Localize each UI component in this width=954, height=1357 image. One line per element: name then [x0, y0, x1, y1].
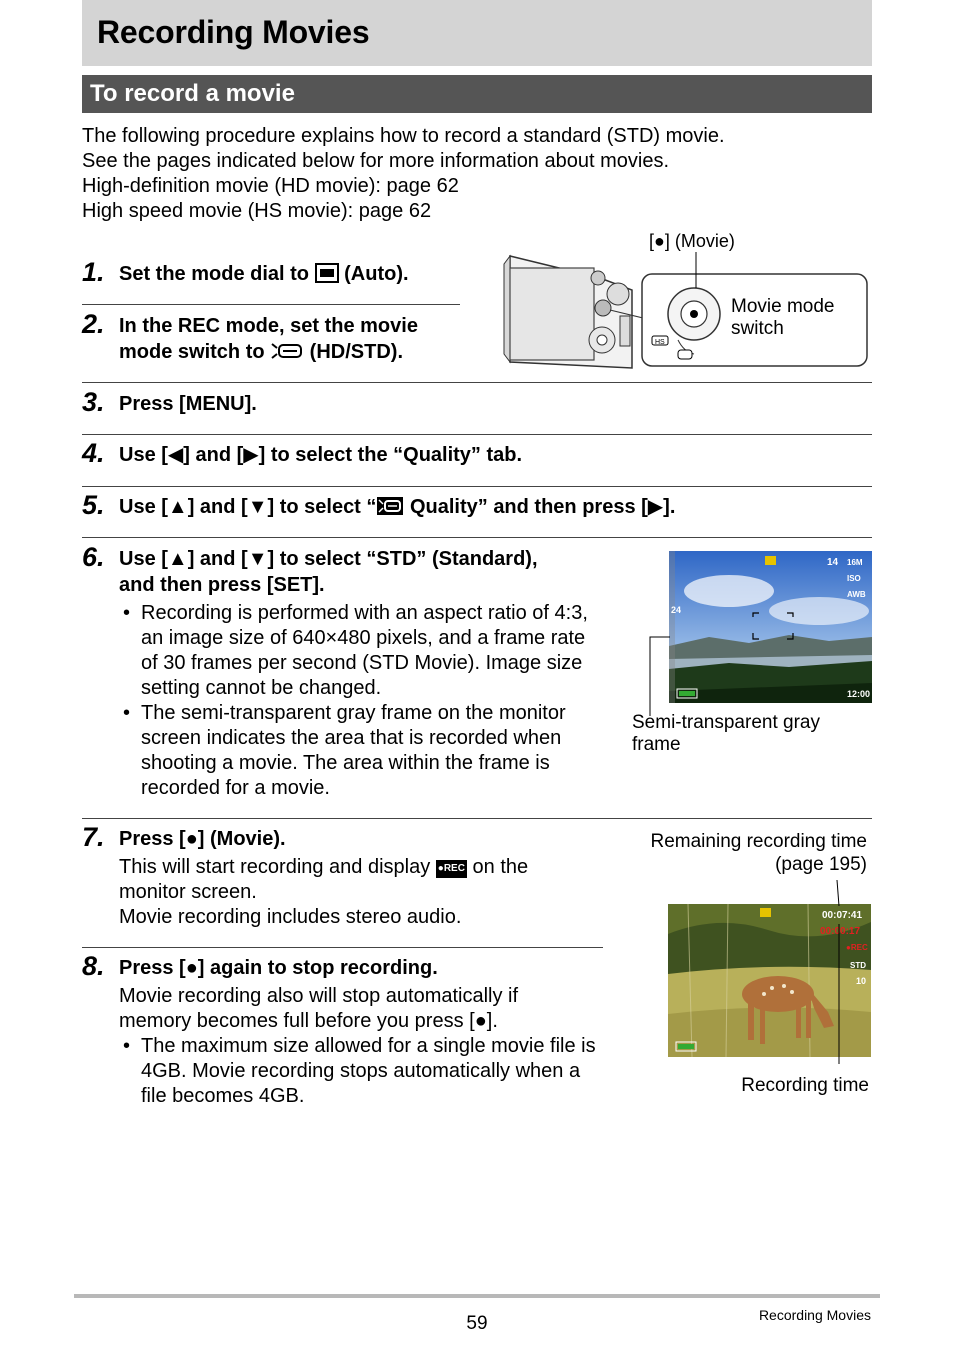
gray-frame-caption-1: Semi-transparent gray — [632, 712, 820, 733]
divider — [82, 382, 872, 383]
intro-line: The following procedure explains how to record a standard (STD) movie. — [82, 125, 725, 147]
step-4-text: Use [◀] and [▶] to select the “Quality” tab. — [119, 444, 523, 466]
step-7-line-3: Movie recording includes stereo audio. — [119, 906, 462, 928]
frame-leader-line — [648, 636, 674, 716]
divider — [82, 486, 872, 487]
svg-text:10: 10 — [856, 976, 867, 986]
recording-time-caption: Recording time — [741, 1075, 869, 1096]
remaining-time-caption-1: Remaining recording time — [650, 831, 867, 852]
step-number: 7. — [82, 822, 105, 852]
svg-text:AWB: AWB — [847, 590, 866, 599]
divider — [82, 947, 603, 948]
step-8-line-2: memory becomes full before you press [●]. — [119, 1010, 498, 1032]
monitor-screen-photo — [669, 551, 872, 703]
step-1-text: Set the mode dial to (Auto). — [119, 263, 409, 285]
svg-text:ISO: ISO — [847, 574, 861, 583]
step-7-line-2: monitor screen. — [119, 881, 257, 903]
hs-label: HS — [655, 339, 665, 346]
step-number: 8. — [82, 951, 105, 981]
svg-text:●REC: ●REC — [846, 943, 868, 952]
list-item: • Recording is performed with an aspect ratio of 4:3, an image size of 640×480 pixels, and a frame rate of 30 frames per second (STD Movie). Image size setting cannot be changed. — [119, 601, 597, 701]
step-number: 1. — [82, 257, 105, 287]
step-6-notes — [119, 601, 597, 801]
mode-switch-label-1: Movie mode — [731, 296, 835, 317]
gray-frame-caption-2: frame — [632, 734, 681, 755]
svg-text:24: 24 — [671, 605, 682, 615]
section-title: To record a movie — [90, 80, 295, 107]
step-8-notes — [119, 1034, 597, 1109]
mode-switch-label-2: switch — [731, 318, 784, 339]
step-7-head: Press [●] (Movie). — [119, 828, 286, 850]
step-2-line-2: mode switch to (HD/STD). — [119, 341, 404, 363]
intro-line: High-definition movie (HD movie): page 62 — [82, 175, 459, 197]
step-8-line-1: Movie recording also will stop automatically if — [119, 985, 519, 1007]
svg-text:12:00: 12:00 — [847, 689, 871, 699]
step-6-line-2: and then press [SET]. — [119, 574, 325, 596]
divider — [82, 434, 872, 435]
page-title: Recording Movies — [97, 14, 370, 50]
remaining-time-caption-2: (page 195) — [775, 854, 867, 875]
footer-section-title: Recording Movies — [758, 1307, 871, 1323]
step-6-line-1: Use [▲] and [▼] to select “STD” (Standard), — [119, 548, 538, 570]
step-2-line-1: In the REC mode, set the movie — [119, 315, 418, 337]
divider — [82, 537, 872, 538]
svg-text:STD: STD — [850, 961, 866, 970]
divider — [82, 304, 460, 305]
page-number: 59 — [466, 1313, 488, 1334]
step-number: 6. — [82, 542, 105, 572]
auto-mode-icon — [315, 263, 339, 283]
list-item: • The maximum size allowed for a single movie file is 4GB. Movie recording stops automatically when a file becomes 4GB. — [119, 1034, 597, 1109]
recording-leader-lines — [830, 880, 844, 1080]
movie-button-label: [●] (Movie) — [649, 231, 735, 251]
step-number: 4. — [82, 438, 105, 468]
svg-text:16M: 16M — [847, 558, 863, 567]
divider — [82, 818, 872, 819]
list-item: • The semi-transparent gray frame on the monitor screen indicates the area that is recorded when shooting a movie. The area within the frame is recorded for a movie. — [119, 701, 597, 801]
hd-std-movie-icon — [270, 341, 304, 361]
svg-text:00:07:41: 00:07:41 — [822, 910, 863, 921]
step-3-text: Press [MENU]. — [119, 393, 257, 415]
section-header — [82, 75, 872, 113]
step-number: 5. — [82, 490, 105, 520]
intro-paragraph — [82, 124, 782, 224]
svg-text:00:00:17: 00:00:17 — [820, 926, 861, 937]
step-number: 3. — [82, 387, 105, 417]
rec-icon: ●REC — [436, 860, 467, 878]
step-8-head: Press [●] again to stop recording. — [119, 957, 438, 979]
intro-line: See the pages indicated below for more information about movies. — [82, 150, 670, 172]
intro-line: High speed movie (HS movie): page 62 — [82, 200, 432, 222]
step-5-text: Use [▲] and [▼] to select “ Quality” and then press [▶]. — [119, 496, 676, 518]
svg-text:14: 14 — [827, 557, 839, 568]
step-7-line-1: This will start recording and display ●REC on the — [119, 856, 529, 878]
step-number: 2. — [82, 309, 105, 339]
movie-quality-icon — [376, 496, 404, 516]
footer-divider — [74, 1294, 880, 1298]
page-title-bar — [82, 0, 872, 66]
